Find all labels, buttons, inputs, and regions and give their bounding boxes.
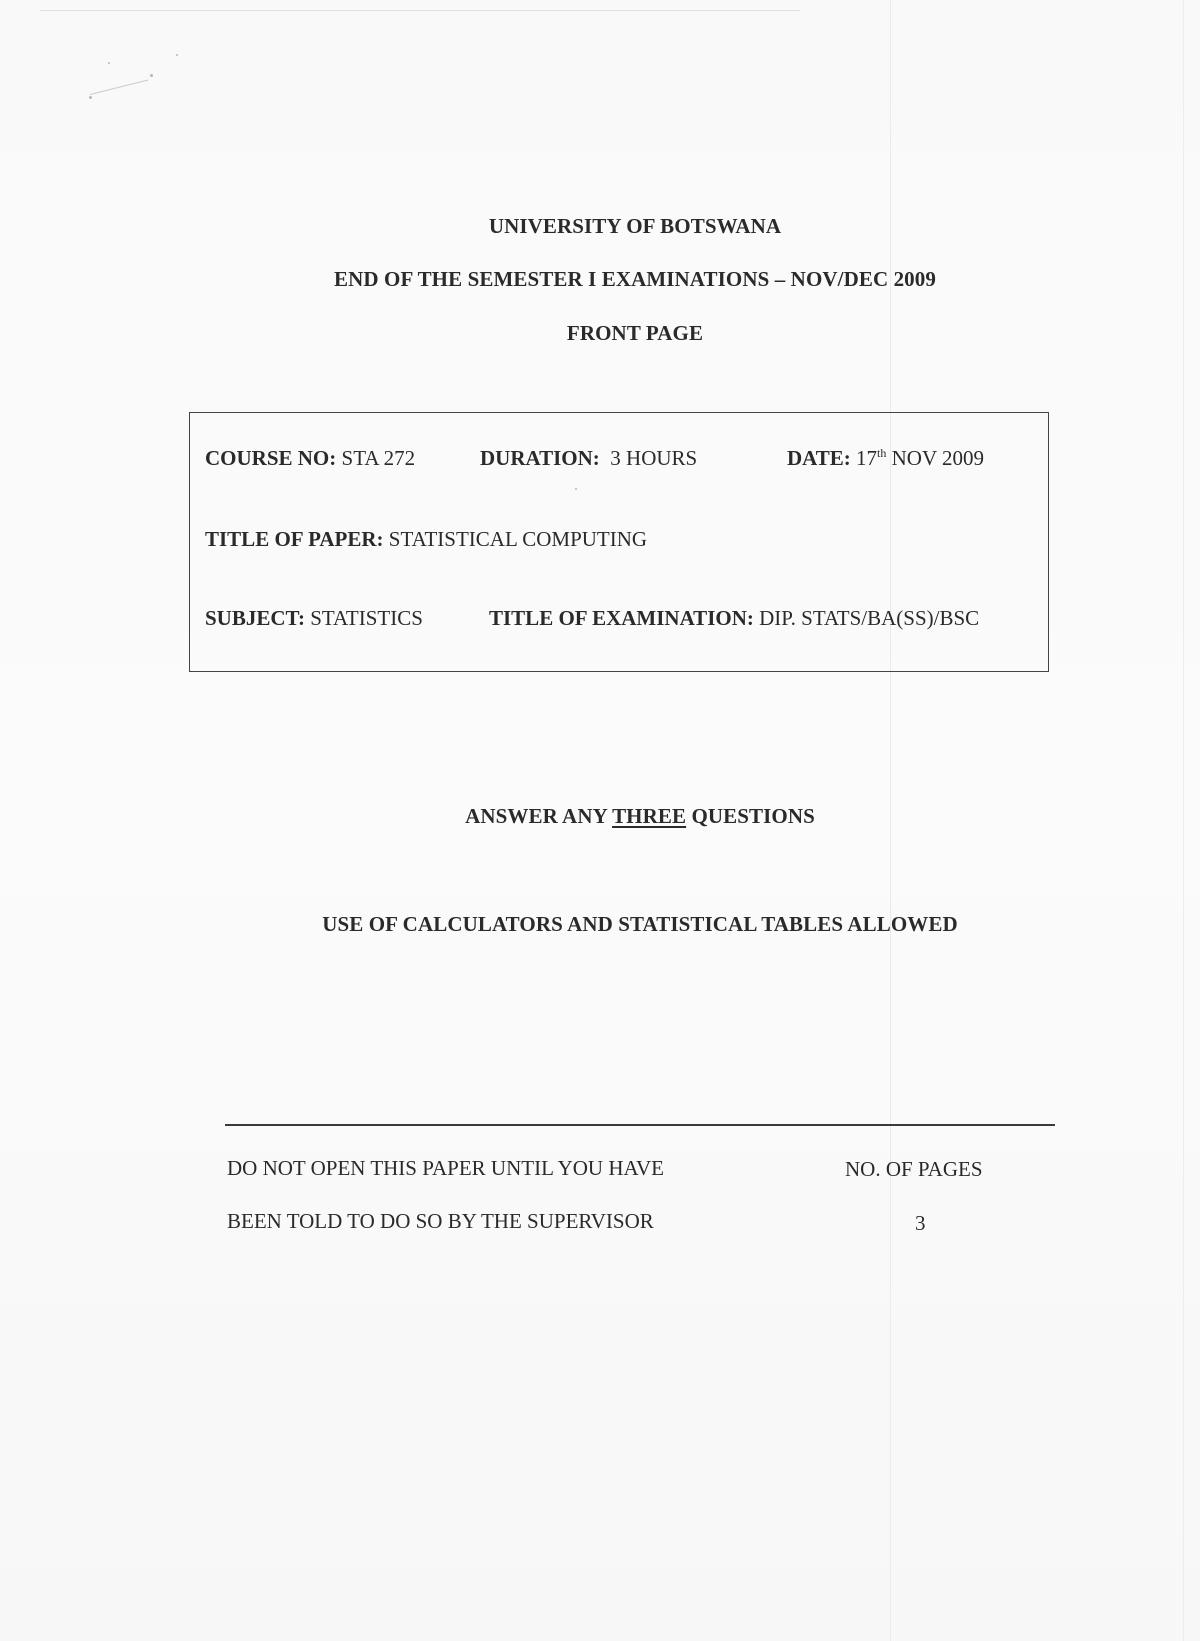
- answer-suffix: QUESTIONS: [691, 804, 815, 828]
- scan-speck: [89, 96, 92, 99]
- subject-field: SUBJECT: STATISTICS: [205, 606, 423, 630]
- notice-line-1: DO NOT OPEN THIS PAPER UNTIL YOU HAVE: [227, 1156, 664, 1180]
- subject-label: SUBJECT: [205, 606, 298, 630]
- pages-value: 3: [915, 1211, 926, 1235]
- date-field: DATE: 17th NOV 2009: [787, 446, 985, 470]
- subject-value: STATISTICS: [310, 606, 423, 630]
- scan-speck: [176, 54, 178, 56]
- page-label: FRONT PAGE: [566, 321, 704, 345]
- duration-value: 3 HOURS: [610, 446, 698, 470]
- title-of-paper-label: TITLE OF PAPER: [205, 527, 377, 551]
- title-of-paper-field: TITLE OF PAPER: STATISTICAL COMPUTING: [205, 527, 648, 551]
- duration-field: DURATION: 3 HOURS: [480, 446, 698, 470]
- answer-instruction: [0, 804, 1200, 829]
- title-of-examination-field: TITLE OF EXAMINATION: DIP. STATS/BA(SS)/BSC: [489, 606, 980, 630]
- date-day: 17: [856, 446, 878, 470]
- scan-scratch: [90, 79, 148, 94]
- allowed-materials: USE OF CALCULATORS AND STATISTICAL TABLES ALLOWED: [322, 912, 958, 936]
- notice-line-2: BEEN TOLD TO DO SO BY THE SUPERVISOR: [227, 1209, 654, 1233]
- date-suffix: th: [877, 446, 887, 460]
- answer-prefix: ANSWER ANY: [465, 804, 608, 828]
- title-of-examination-label: TITLE OF EXAMINATION: [489, 606, 747, 630]
- title-of-paper-value: STATISTICAL COMPUTING: [388, 527, 648, 551]
- answer-emphasis: THREE: [612, 804, 687, 828]
- title-of-examination-value: DIP. STATS/BA(SS)/BSC: [759, 606, 980, 630]
- date-rest: NOV 2009: [886, 446, 985, 470]
- exam-info-box: [189, 412, 1049, 672]
- course-no-field: COURSE NO: STA 272: [205, 446, 416, 470]
- duration-label: DURATION: [480, 446, 593, 470]
- course-no-label: COURSE NO: [205, 446, 330, 470]
- scan-speck: [108, 62, 110, 64]
- footer-divider: [225, 1124, 1055, 1126]
- course-no-value: STA 272: [341, 446, 416, 470]
- pages-label: NO. OF PAGES: [845, 1157, 983, 1181]
- university-name: UNIVERSITY OF BOTSWANA: [488, 214, 782, 238]
- exam-title: END OF THE SEMESTER I EXAMINATIONS – NOV/DEC 2009: [334, 267, 936, 291]
- date-label: DATE: [787, 446, 844, 470]
- scan-speck: [150, 74, 153, 77]
- scan-edge: [40, 10, 800, 11]
